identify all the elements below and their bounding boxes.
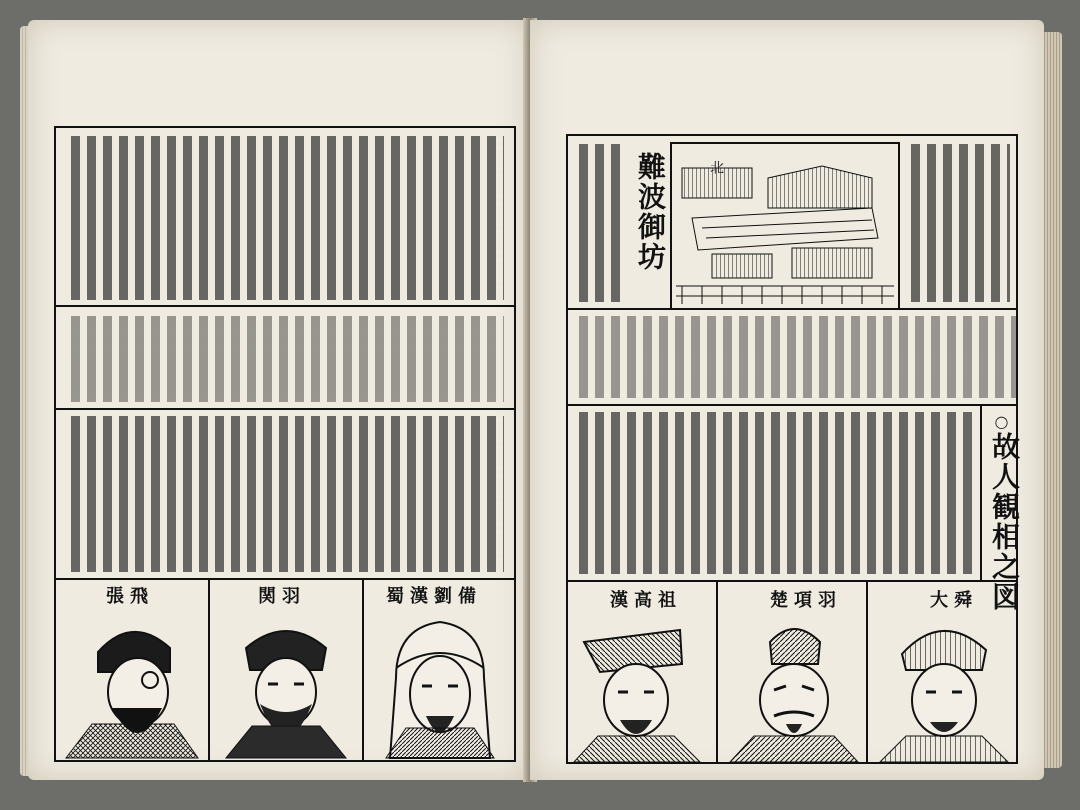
portrait-label-liubei: 蜀漢劉備 — [386, 586, 482, 607]
right-text-section-2 — [576, 316, 1016, 398]
scene-caption: 難波御坊 — [634, 152, 667, 272]
portrait-guanyu — [212, 608, 360, 760]
left-text-section-2 — [68, 316, 504, 402]
left-divider-2 — [54, 408, 516, 410]
open-book — [18, 12, 1062, 787]
right-divider-3 — [566, 580, 1018, 582]
scene-compass-label: 北 — [708, 160, 724, 174]
title-marker: ○ — [992, 412, 1011, 431]
portrait-liubei — [366, 608, 514, 760]
portrait-xiangyu — [720, 612, 866, 762]
portrait-cell-divider — [362, 578, 364, 762]
title-column-divider — [980, 404, 982, 580]
right-text-section-3 — [576, 412, 974, 574]
left-text-section-3 — [68, 416, 504, 572]
right-text-section-top-left — [576, 144, 624, 302]
section-title: 故人観相之図 — [988, 432, 1021, 612]
portrait-label-dashun: 大舜 — [930, 590, 978, 611]
portrait-label-zhangfei: 張飛 — [106, 586, 154, 607]
left-divider-1 — [54, 305, 516, 307]
nanba-temple-illustration — [672, 158, 898, 308]
left-text-section-1 — [68, 136, 504, 300]
right-divider-2 — [566, 404, 1018, 406]
portrait-cell-divider — [866, 580, 868, 764]
portrait-label-xiangyu: 楚項羽 — [770, 590, 842, 611]
portrait-zhangfei — [58, 608, 206, 760]
portrait-cell-divider — [716, 580, 718, 764]
right-text-section-top — [908, 144, 1010, 302]
right-page — [530, 20, 1044, 780]
left-page — [28, 20, 528, 780]
portrait-cell-divider — [208, 578, 210, 762]
left-divider-3 — [54, 578, 516, 580]
book-page-edges-right — [1042, 32, 1062, 768]
portrait-label-gaozu: 漢高祖 — [610, 590, 682, 611]
portrait-label-guanyu: 関羽 — [258, 586, 306, 607]
portrait-gaozu — [570, 612, 716, 762]
portrait-dashun — [870, 612, 1016, 762]
